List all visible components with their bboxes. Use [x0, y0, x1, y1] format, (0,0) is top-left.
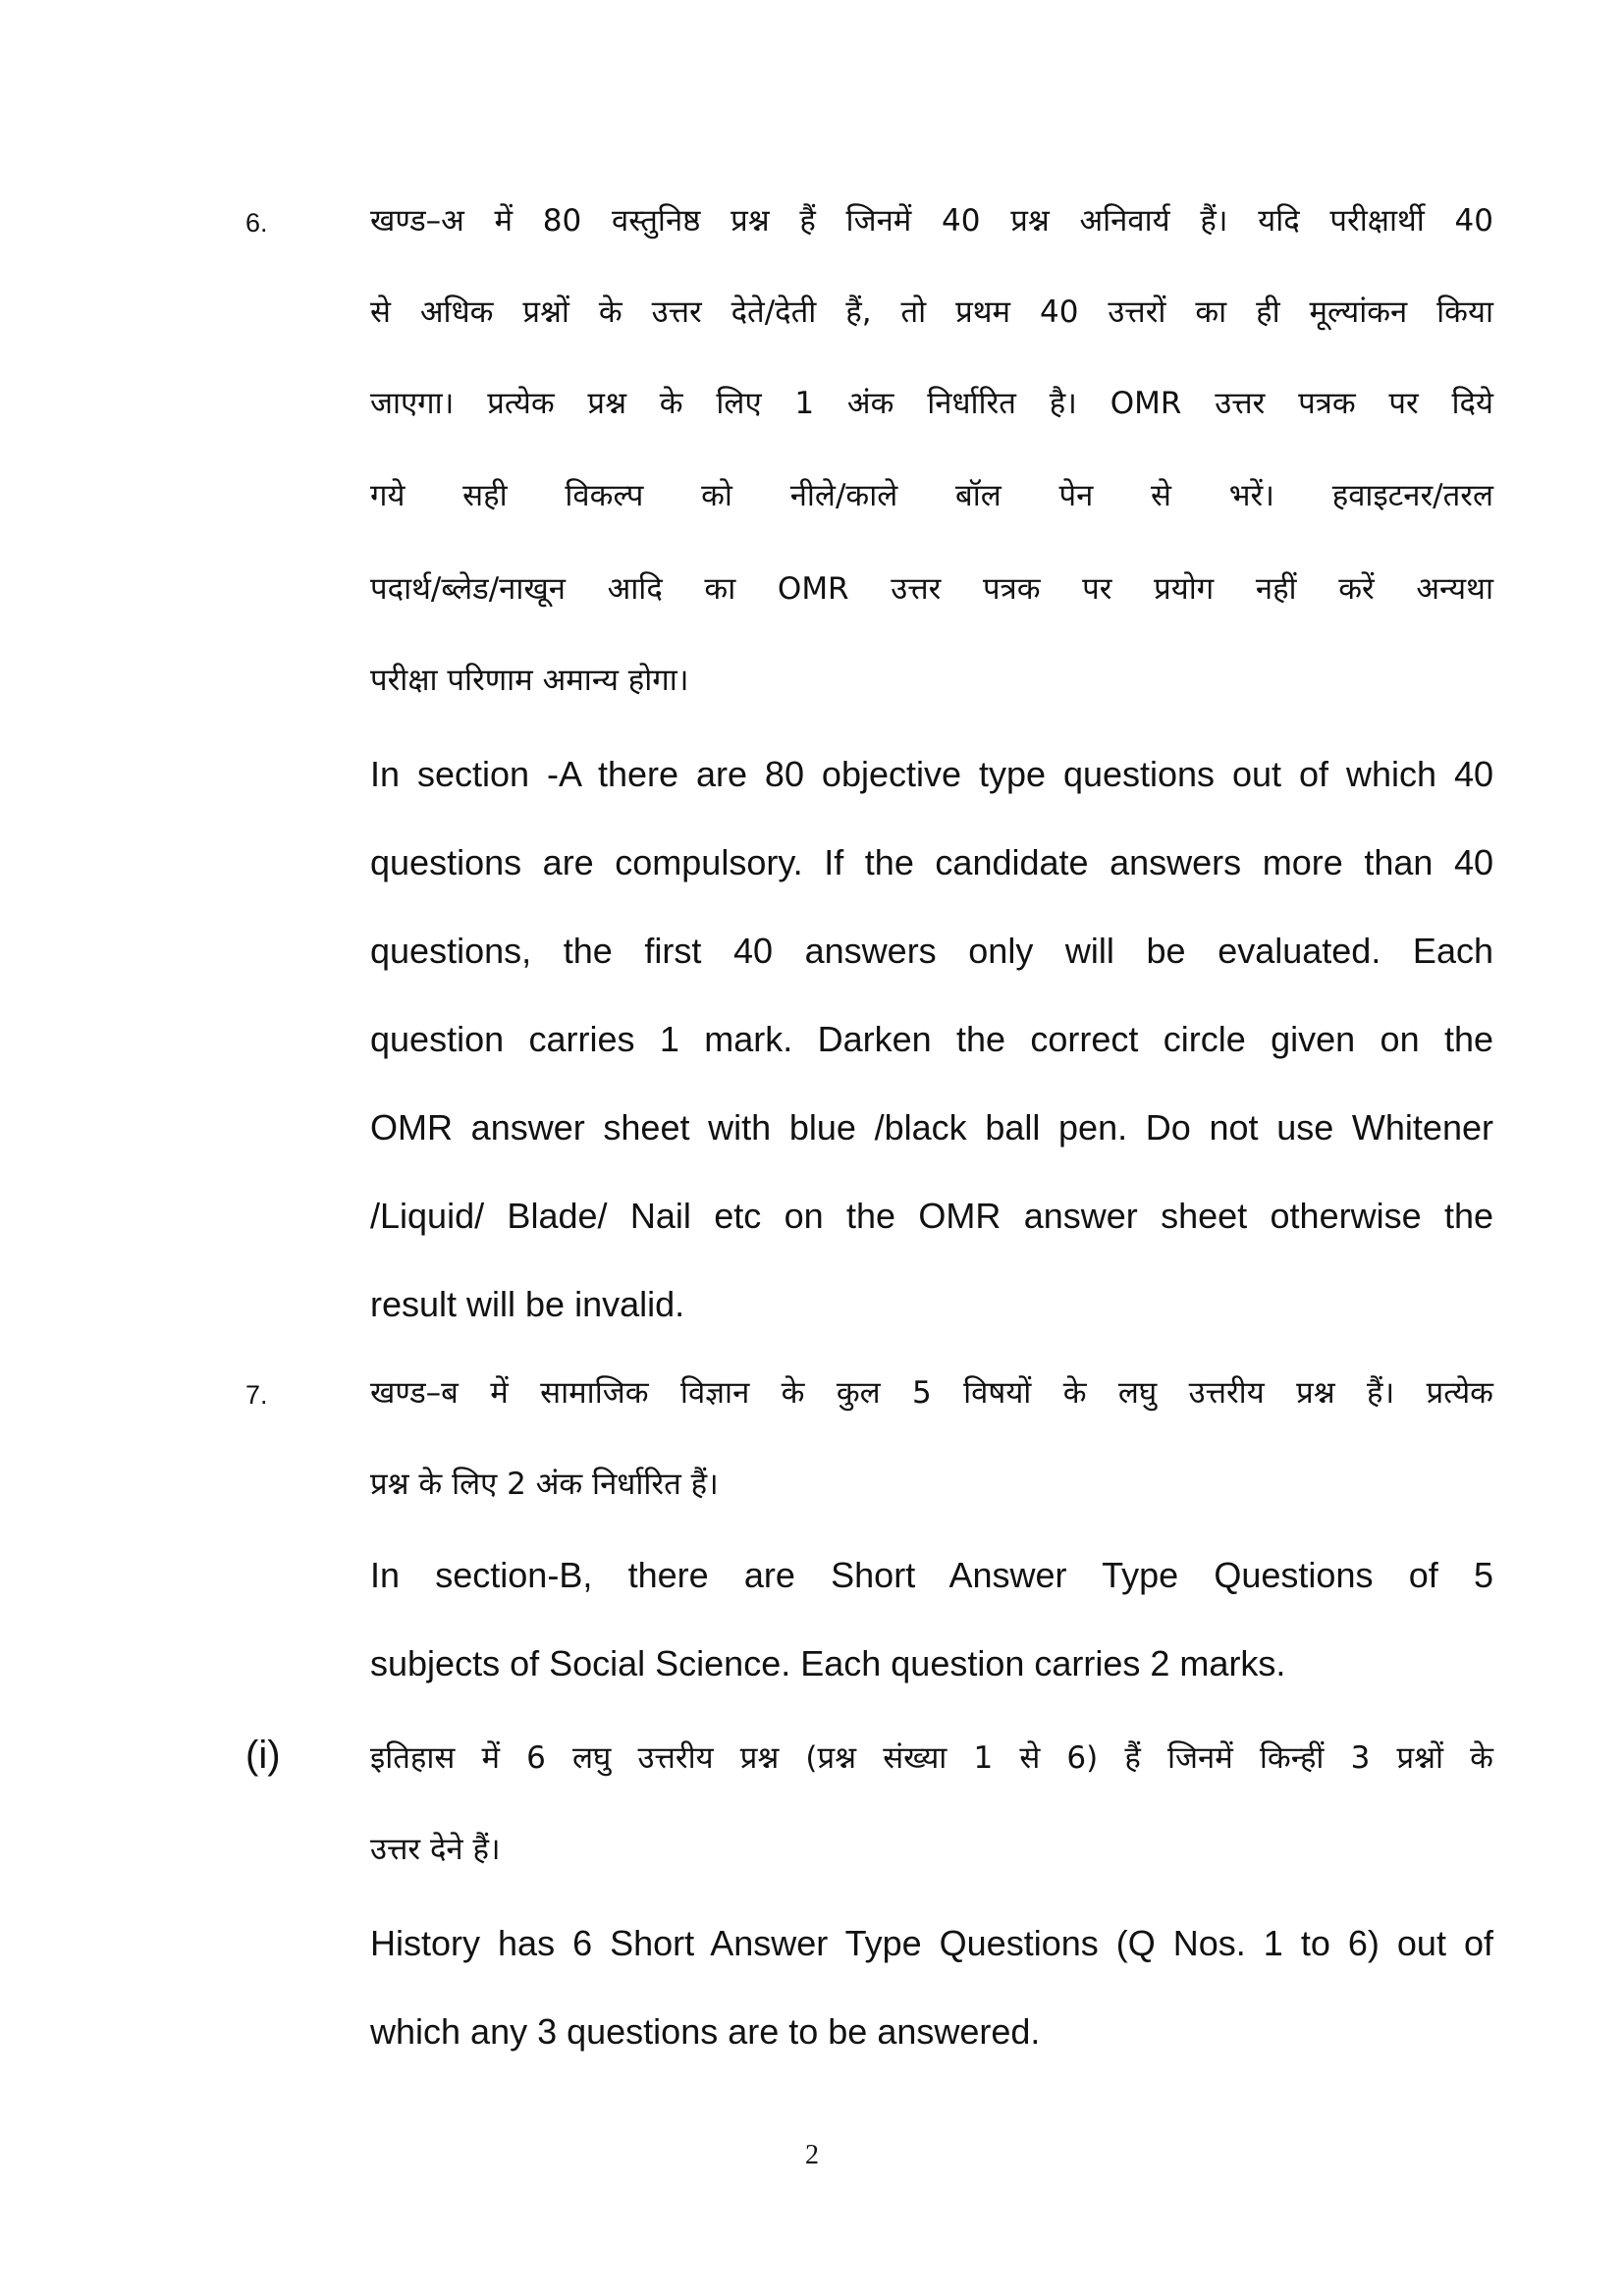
text-line: से अधिक प्रश्नों के उत्तर देते/देती हैं, तो प्रथम 40 उत्तरों का ही मूल्यांकन किया: [370, 294, 1493, 330]
text-line: उत्तर देने हैं।: [370, 1832, 501, 1867]
item-number: 7.: [245, 1380, 268, 1410]
text-line: In section-B, there are Short Answer Type Questions of 5: [370, 1555, 1493, 1595]
text-line: खण्ड–अ में 80 वस्तुनिष्ठ प्रश्न हैं जिनमें 40 प्रश्न अनिवार्य हैं। यदि परीक्षार्थी 40: [370, 203, 1493, 239]
text-line: questions are compulsory. If the candidate answers more than 40: [370, 842, 1493, 882]
text-line: /Liquid/ Blade/ Nail etc on the OMR answer sheet otherwise the: [370, 1196, 1493, 1236]
text-line: question carries 1 mark. Darken the correct circle given on the: [370, 1019, 1493, 1059]
text-line: subjects of Social Science. Each question carries 2 marks.: [370, 1643, 1286, 1683]
text-line: result will be invalid.: [370, 1284, 685, 1324]
text-line: खण्ड–ब में सामाजिक विज्ञान के कुल 5 विषयों के लघु उत्तरीय प्रश्न हैं। प्रत्येक: [370, 1375, 1493, 1411]
text-line: questions, the first 40 answers only will be evaluated. Each: [370, 931, 1493, 971]
text-line: परीक्षा परिणाम अमान्य होगा।: [370, 663, 689, 698]
page-number: 2: [805, 2140, 819, 2170]
text-line: गये सही विकल्प को नीले/काले बॉल पेन से भरें। हवाइटनर/तरल: [370, 478, 1493, 513]
text-line: इतिहास में 6 लघु उत्तरीय प्रश्न (प्रश्न संख्या 1 से 6) हैं जिनमें किन्हीं 3 प्रश्नों के: [370, 1740, 1493, 1776]
text-line: which any 3 questions are to be answered.: [370, 2011, 1041, 2052]
item-number: (i): [245, 1734, 281, 1777]
text-line: पदार्थ/ब्लेड/नाखून आदि का OMR उत्तर पत्रक पर प्रयोग नहीं करें अन्यथा: [370, 571, 1493, 607]
text-line: History has 6 Short Answer Type Questions (Q Nos. 1 to 6) out of: [370, 1923, 1493, 1963]
item-number: 6.: [245, 208, 268, 238]
text-line: जाएगा। प्रत्येक प्रश्न के लिए 1 अंक निर्धारित है। OMR उत्तर पत्रक पर दिये: [370, 386, 1493, 421]
text-line: प्रश्न के लिए 2 अंक निर्धारित हैं।: [370, 1467, 719, 1502]
text-line: OMR answer sheet with blue /black ball pen. Do not use Whitener: [370, 1107, 1493, 1148]
text-line: In section -A there are 80 objective type questions out of which 40: [370, 754, 1493, 794]
